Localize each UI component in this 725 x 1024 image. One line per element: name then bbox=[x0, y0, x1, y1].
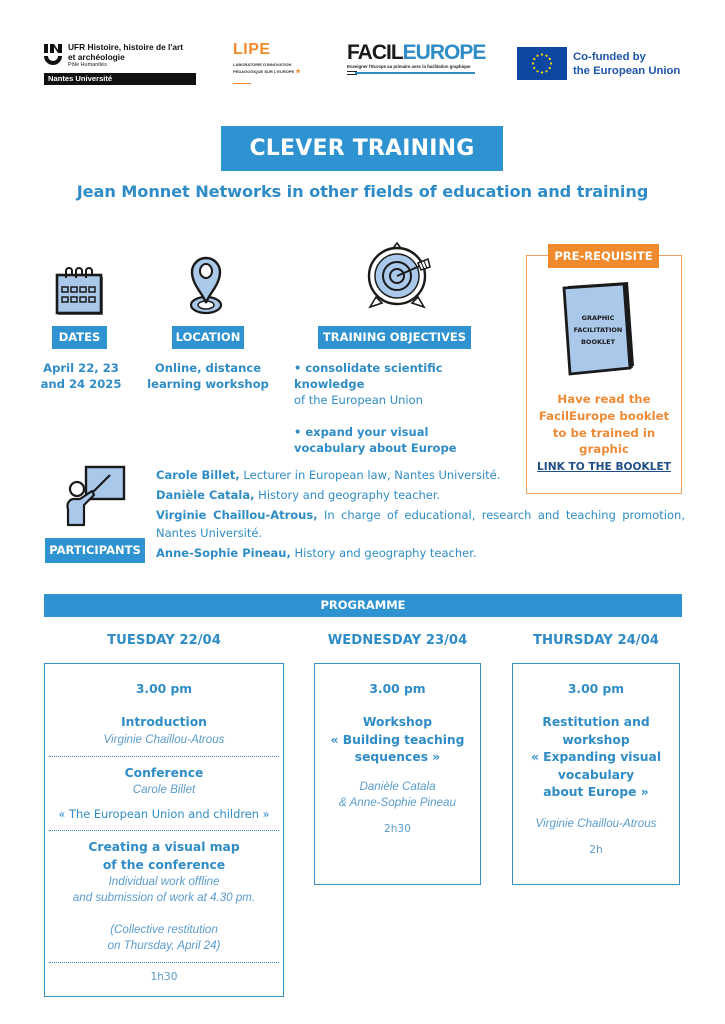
location-pin-icon bbox=[186, 255, 226, 317]
facil-word: FACIL bbox=[347, 41, 403, 64]
day-heading-thursday: THURSDAY 24/04 bbox=[533, 633, 659, 648]
session-speaker: Virginie Chaillou-Atrous bbox=[103, 732, 225, 746]
location-value bbox=[146, 360, 270, 392]
calendar-icon bbox=[54, 267, 104, 317]
nantes-pole: Pôle Humanités bbox=[68, 62, 107, 68]
participant-item bbox=[156, 466, 685, 484]
objective-1-regular: of the European Union bbox=[294, 393, 423, 407]
nantes-line-2: et archéologie bbox=[68, 51, 125, 62]
participant-role: History and geography teacher. bbox=[254, 488, 441, 502]
prerequisite-line-1: Have read the bbox=[557, 392, 651, 406]
eu-star-icon bbox=[533, 67, 535, 69]
dates-line-2: and 24 2025 bbox=[40, 377, 122, 391]
lipe-logo bbox=[233, 42, 323, 90]
target-icon bbox=[362, 241, 432, 313]
booklet-line-3: BOOKLET bbox=[580, 338, 616, 346]
booklet-link[interactable]: LINK TO THE BOOKLET bbox=[537, 461, 671, 473]
booklet-line-1: GRAPHIC bbox=[581, 314, 615, 322]
participant-item bbox=[156, 506, 685, 542]
nantes-faculty-name bbox=[68, 43, 183, 62]
participant-role: Lecturer in European law, Nantes Université. bbox=[239, 468, 501, 482]
programme-header: PROGRAMME bbox=[44, 594, 682, 617]
session-time: 3.00 pm bbox=[369, 682, 426, 696]
prerequisite-line-3: to be trained in graphic bbox=[552, 425, 656, 457]
eu-star-icon bbox=[541, 71, 543, 73]
objective-item bbox=[294, 424, 494, 456]
dotted-divider bbox=[49, 830, 279, 831]
session-title-line-2: « Building teaching bbox=[330, 732, 465, 747]
star-icon: ★ bbox=[295, 69, 301, 75]
teacher-at-board-icon bbox=[64, 465, 126, 529]
participant-role: History and geography teacher. bbox=[290, 546, 477, 560]
session-title-line-4: vocabulary bbox=[557, 767, 635, 782]
booklet-line-2: FACILITATION bbox=[573, 326, 623, 334]
lipe-wordmark: LIPE bbox=[233, 41, 271, 58]
nantes-line-1: UFR Histoire, histoire de l'art bbox=[68, 42, 184, 52]
session-title-line-1: Workshop bbox=[362, 715, 433, 729]
location-line-2: learning workshop bbox=[147, 377, 269, 391]
session-title-line-2: workshop bbox=[562, 732, 630, 747]
eu-star-icon bbox=[541, 53, 543, 55]
nantes-logo-mark-icon bbox=[44, 44, 62, 66]
eu-star-icon bbox=[533, 58, 535, 60]
day-card-wednesday bbox=[314, 663, 481, 885]
eu-flag-icon bbox=[517, 47, 567, 80]
session-note: (Collective restitution bbox=[110, 923, 218, 936]
objective-item bbox=[294, 360, 509, 408]
nantes-universite-bar: Nantes Université bbox=[44, 73, 196, 85]
participant-name: Carole Billet, bbox=[156, 468, 240, 482]
session-speaker: Virginie Chaillou-Atrous bbox=[535, 816, 657, 830]
eu-star-icon bbox=[536, 70, 538, 72]
lipe-subtitle bbox=[233, 61, 323, 76]
participant-name: Danièle Catala, bbox=[156, 488, 255, 502]
lipe-sub-line-2: PÉDAGOGIQUE SUR L'EUROPE bbox=[233, 69, 295, 74]
session-speaker: & Anne-Sophie Pineau bbox=[339, 795, 456, 809]
participant-role: In charge of educational, research and teaching promotion, Nantes Université. bbox=[156, 508, 685, 540]
location-line-1: Online, distance bbox=[154, 361, 262, 375]
europe-word: EUROPE bbox=[402, 41, 486, 64]
eu-star-icon bbox=[532, 62, 534, 64]
session-duration: 2h30 bbox=[384, 822, 411, 835]
dates-line-1: April 22, 23 bbox=[43, 361, 119, 375]
dotted-divider bbox=[49, 756, 279, 757]
prerequisite-text bbox=[528, 391, 680, 458]
day-heading-wednesday: WEDNESDAY 23/04 bbox=[327, 633, 468, 648]
prerequisite-label: PRE-REQUISITE bbox=[548, 244, 659, 268]
session-note: and submission of work at 4.30 pm. bbox=[72, 891, 256, 904]
day-card-tuesday bbox=[44, 663, 284, 997]
day-heading-tuesday: TUESDAY 22/04 bbox=[107, 633, 221, 648]
session-title-line-5: about Europe » bbox=[543, 785, 649, 799]
page-subtitle: Jean Monnet Networks in other fields of education and training bbox=[76, 182, 649, 201]
eu-star-icon bbox=[545, 55, 547, 57]
session-time: 3.00 pm bbox=[567, 682, 625, 696]
eu-star-icon bbox=[549, 58, 551, 60]
location-label: LOCATION bbox=[172, 326, 244, 349]
session-title: Introduction bbox=[121, 715, 207, 729]
facileurope-wordmark bbox=[347, 41, 486, 64]
booklet-icon bbox=[560, 280, 638, 378]
session-note: Individual work offline bbox=[108, 875, 220, 888]
session-speaker: Carole Billet bbox=[132, 783, 196, 796]
session-topic: « The European Union and children » bbox=[58, 807, 270, 821]
session-title-line-1: Restitution and bbox=[542, 715, 650, 729]
facileurope-logo bbox=[347, 41, 486, 78]
eu-cofunded-logo bbox=[517, 47, 687, 81]
participant-item bbox=[156, 544, 685, 562]
prerequisite-line-2: FacilEurope booklet bbox=[538, 408, 670, 423]
lipe-sub-line-1: LABORATOIRE D'INNOVATION bbox=[233, 62, 292, 67]
participants-label: PARTICIPANTS bbox=[45, 538, 145, 563]
eu-star-icon bbox=[545, 70, 547, 72]
objective-2-bold: • expand your visual vocabulary about Europe bbox=[294, 425, 457, 455]
session-duration: 2h bbox=[589, 843, 603, 856]
participants-list bbox=[156, 466, 685, 564]
nantes-universite-logo bbox=[44, 42, 196, 88]
page-title: CLEVER TRAINING bbox=[221, 126, 503, 171]
objective-1-bold: • consolidate scientific knowledge bbox=[294, 361, 443, 391]
participant-item bbox=[156, 486, 685, 504]
eu-star-icon bbox=[549, 67, 551, 69]
eu-star-icon bbox=[536, 55, 538, 57]
dotted-divider bbox=[49, 962, 279, 963]
eu-line-2: the European Union bbox=[573, 65, 681, 77]
session-title-line-1: Creating a visual map bbox=[88, 840, 240, 854]
session-time: 3.00 pm bbox=[135, 682, 193, 696]
pencil-line-icon bbox=[347, 71, 477, 75]
session-title-line-3: sequences » bbox=[354, 750, 441, 764]
session-note: on Thursday, April 24) bbox=[107, 939, 221, 952]
dates-label: DATES bbox=[52, 326, 107, 349]
session-title-line-2: of the conference bbox=[102, 857, 226, 872]
eu-star-icon bbox=[550, 62, 552, 64]
objectives-list bbox=[294, 360, 509, 472]
lipe-divider bbox=[233, 83, 251, 84]
facileurope-tagline: Enseigner l'Europe au primaire avec la facilitation graphique bbox=[347, 64, 471, 69]
eu-line-1: Co-funded by bbox=[573, 51, 646, 63]
training-objectives-label: TRAINING OBJECTIVES bbox=[318, 326, 471, 349]
session-speaker: Danièle Catala bbox=[359, 779, 436, 793]
session-title: Conference bbox=[124, 765, 204, 780]
dates-value bbox=[36, 360, 126, 392]
session-title-line-3: « Expanding visual bbox=[530, 750, 662, 764]
eu-cofunded-text bbox=[573, 50, 680, 78]
day-card-thursday bbox=[512, 663, 680, 885]
participant-name: Anne-Sophie Pineau, bbox=[156, 546, 291, 560]
participant-name: Virginie Chaillou-Atrous, bbox=[156, 508, 318, 522]
session-duration: 1h30 bbox=[150, 971, 178, 983]
